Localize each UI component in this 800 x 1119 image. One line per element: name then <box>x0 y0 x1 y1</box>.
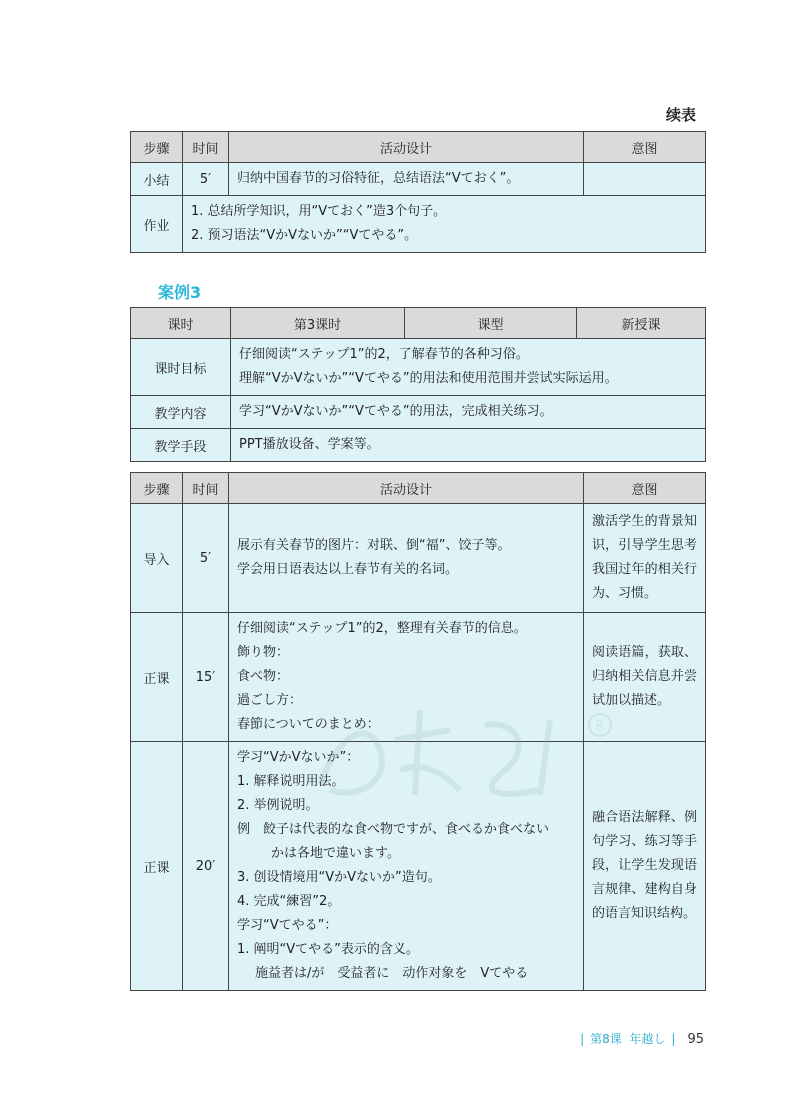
time-cell: 5′ <box>183 504 229 613</box>
table-row <box>131 613 706 742</box>
header-step: 步骤 <box>131 132 183 163</box>
intent-cell: 融合语法解释、例句学习、练习等手段，让学生发现语言规律、建构自身的语言知识结构。 <box>584 742 706 991</box>
objective-cell <box>231 339 706 396</box>
activity-cell <box>229 613 584 742</box>
label-cell: 课时 <box>131 308 231 339</box>
activity-line: 1. 阐明“Vてやる”表示的含义。 <box>237 942 419 957</box>
intent-cell <box>584 163 706 196</box>
table-header-row <box>131 308 706 339</box>
table-header-row <box>131 132 706 163</box>
step-cell: 作业 <box>131 196 183 253</box>
table-row <box>131 163 706 196</box>
header-intent: 意图 <box>584 473 706 504</box>
header-time: 时间 <box>183 473 229 504</box>
header-time: 时间 <box>183 132 229 163</box>
time-cell: 15′ <box>183 613 229 742</box>
case-title: 案例3 <box>158 283 202 302</box>
table-row <box>131 396 706 429</box>
activity-cell <box>229 504 584 613</box>
footer-lesson: 第8课 <box>590 1032 622 1046</box>
activity-line: 飾り物： <box>237 645 290 660</box>
time-cell: 20′ <box>183 742 229 991</box>
header-step: 步骤 <box>131 473 183 504</box>
lesson-number: 第3课时 <box>231 308 405 339</box>
time-cell: 5′ <box>183 163 229 196</box>
page-number: 95 <box>687 1032 704 1047</box>
lesson-type-label: 课型 <box>405 308 577 339</box>
step-cell: 导入 <box>131 504 183 613</box>
step-cell: 小结 <box>131 163 183 196</box>
activity-table-continued <box>130 131 706 253</box>
label-cell: 教学手段 <box>131 429 231 462</box>
activity-line: 3. 创设情境用“VかVないか”造句。 <box>237 870 441 885</box>
footer-divider: | <box>580 1032 585 1046</box>
page-footer <box>574 1030 704 1047</box>
text-line: 仔细阅读“ステップ1”的2，了解春节的各种习俗。 <box>239 347 529 362</box>
means-cell <box>231 429 706 462</box>
activity-line: 归纳中国春节的习俗特征，总结语法“Vておく”。 <box>237 171 520 186</box>
activity-line: 仔细阅读“ステップ1”的2，整理有关春节的信息。 <box>237 621 527 636</box>
activity-line: かは各地で違います。 <box>271 846 400 861</box>
label-cell: 教学内容 <box>131 396 231 429</box>
activity-line: 2. 举例说明。 <box>237 798 319 813</box>
content-cell <box>231 396 706 429</box>
activity-line: 例 餃子は代表的な食べ物ですが、食べるか食べない <box>237 822 550 837</box>
text-line: 理解“VかVないか”“Vてやる”的用法和使用范围并尝试实际运用。 <box>239 371 618 386</box>
step-cell: 正课 <box>131 613 183 742</box>
intent-cell: 激活学生的背景知识，引导学生思考我国过年的相关行为、习惯。 <box>584 504 706 613</box>
activity-line: 学习“Vてやる”： <box>237 918 338 933</box>
activity-line: 過ごし方： <box>237 693 303 708</box>
text-line: 学习“VかVないか”“Vてやる”的用法，完成相关练习。 <box>239 404 553 419</box>
activity-line: 施益者は/が 受益者に 动作对象を Vてやる <box>255 966 529 981</box>
table-row <box>131 429 706 462</box>
activity-line: 1. 解释说明用法。 <box>237 774 345 789</box>
lesson-info-table <box>130 307 706 462</box>
activity-line: 春節についてのまとめ： <box>237 717 380 732</box>
footer-divider: | <box>671 1032 676 1046</box>
activity-line: 1. 总结所学知识，用“Vておく”造3个句子。 <box>191 204 447 219</box>
table-row <box>131 339 706 396</box>
activity-line: 食べ物： <box>237 669 290 684</box>
header-activity: 活动设计 <box>229 473 584 504</box>
text-line: PPT播放设备、学案等。 <box>239 437 380 452</box>
footer-lesson-title: 年越し <box>629 1032 666 1046</box>
table-header-row <box>131 473 706 504</box>
header-activity: 活动设计 <box>229 132 584 163</box>
activity-cell <box>229 742 584 991</box>
activity-line: 4. 完成“練習”2。 <box>237 894 341 909</box>
intent-cell: 阅读语篇，获取、归纳相关信息并尝试加以描述。 <box>584 613 706 742</box>
activity-line: 2. 预习语法“VかVないか”“Vてやる”。 <box>191 228 418 243</box>
activity-line: 学习“VかVないか”： <box>237 750 360 765</box>
table-row <box>131 504 706 613</box>
activity-line: 学会用日语表达以上春节有关的名词。 <box>237 562 459 577</box>
lesson-type-value: 新授课 <box>577 308 706 339</box>
table-row <box>131 196 706 253</box>
table-row <box>131 742 706 991</box>
label-cell: 课时目标 <box>131 339 231 396</box>
step-cell: 正课 <box>131 742 183 991</box>
activity-cell <box>229 163 584 196</box>
homework-cell <box>183 196 706 253</box>
activity-table <box>130 472 706 991</box>
activity-line: 展示有关春节的图片：对联、倒“福”、饺子等。 <box>237 538 511 553</box>
continued-label: 续表 <box>665 106 696 124</box>
header-intent: 意图 <box>584 132 706 163</box>
